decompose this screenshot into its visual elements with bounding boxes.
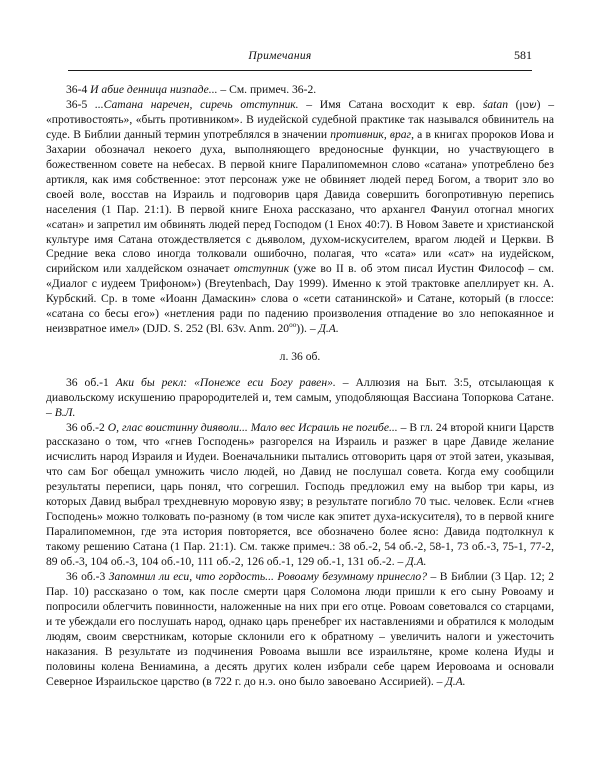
note-signature: Д.А. (318, 322, 339, 336)
note-text: , а в книгах пророков Иова и Захарии обозначал некоего духа, выполняющего вредоносные функции, но участвующего в божественном совете на небесах. В первой книге Паралипомемнон слово «сатана» употреблено без артикля, как имя собственное: этот персонаж уже не обвиняет людей перед Богом, а творит зло во своей воле, восстав на Израиль и подговорив царя Давида совершить богопротивную перепись населения (1 Пар. 21:1). В первой книге Еноха рассказано, что архангел Фануил отогнал многих «сатан» и запретил им обвинять людей перед Господом (1 Енох 40:7). В Новом Завете и христианской культуре имя Сатана отождествляется с дьяволом, духом-искусителем, врагом людей и Церкви. В Средние века слово иногда толковали ошибочно, полагая, что «сата» или «сат» на иудейском, сирийском или халдейском означает (46, 127, 555, 276)
running-head-title: Примечания (248, 50, 312, 62)
note-reference: 36-5 (66, 97, 95, 111)
note-text: – В Библии (3 Цар. 12; 2 Пар. 10) рассказано о том, как после смерти царя Соломона люди пришли к его сыну Ровоаму и попросили облегчить повинности, наложенные на них при его отце. Ровоам советовался со старцами, и те убеждали его послушать народ, однако царь пренебрег их наставлениями и обратился к молодым людям, своим сверстникам, которые склонили его к обратному – увеличить налоги и ужесточить наказания. В результате из подчинения Ровоама вышли все израильтяне, кроме колена Иуды и половины колена Вениамина, а десять других колен избрали себе царем Иеровоама и основали Северное Израильское царство (в 722 г. до н.э. оно было завоевано Ассирией). – (46, 570, 554, 688)
note-lemma: ...Сатана наречен, сиречь отступник. (94, 97, 299, 111)
note-36-5 (46, 98, 554, 337)
folio-marker: л. 36 об. (279, 349, 321, 363)
note-italic-term: отступник (233, 262, 290, 276)
header-rule (68, 70, 532, 71)
note-36-4 (46, 83, 554, 98)
note-text: )). – (296, 322, 319, 336)
note-lemma: И абие денница низпаде... (90, 83, 218, 96)
note-lemma: Запомнил ли еси, что гордость... Ровоаму безумному принесло? (108, 570, 428, 584)
note-foreign-term: śatan (482, 97, 508, 111)
note-36ob-3 (46, 570, 554, 690)
note-signature: Д.А. (406, 555, 427, 569)
note-lemma: Аки бы рекл: «Понеже еси Богу равен». (115, 375, 336, 389)
note-text: – В гл. 24 второй книги Царств рассказано о том, что «гнев Господень» разгорелся на Израиль и разжег в царе Давиде желание исчислить народ Израиля и Иудеи. Военачальники пытались отговорить царя от этой затеи, указывая, что сам Бог обещал умножить число людей, но Давид не послушал совета. Когда ему сообщили результаты переписи, царь понял, что согрешил. Господь предложил ему на выбор три кары, из которых Давид выбрал трехдневную моровую язву; в результате погибло 70 тыс. человек. Если «гнев Господень» можно толковать по-разному (в том числе как эпитет духа-искусителя), то в первой книге Паралипомемнон, где эта история повторяется, все обозначено более ясно: Давида подтолкнул к такому решению Сатана (1 Пар. 21:1). См. также примеч.: 38 об.-2, 54 об.-2, 58-1, 73 об.-3, 75-1, 77-2, 89 об.-3, 104 об.-3, 104 об.-10, 111 об.-2, 126 об.-1, 129 об.-1, 131 об.-2. – (46, 420, 554, 569)
note-lemma: О, глас воистинну дияволи... Мало вес Исраиль не погибе... (107, 420, 398, 434)
note-signature: В.Л. (54, 405, 76, 419)
note-signature: Д.А. (445, 674, 466, 688)
note-36ob-2 (46, 421, 554, 571)
note-superscript: оо (289, 321, 297, 330)
note-reference: 36 об.-3 (66, 570, 109, 584)
note-36ob-1 (46, 376, 554, 421)
hebrew-wrap: (שטן (508, 97, 537, 111)
note-text: ) – «противостоять», «быть противником». В иудейской судебной практике так назывался обвинитель на суде. В Библии данный термин употреблялся в значении (46, 97, 554, 141)
note-text: – Аллюзия на Быт. 3:5, отсылающая к диавольскому искушению прарородителей и, тем самым, уподобляющая Вассиана Топоркова Сатане. – (46, 375, 554, 419)
notes-body (46, 83, 554, 690)
note-reference: 36-4 (66, 83, 91, 96)
running-head (68, 48, 532, 68)
note-italic-term: противник, враг (330, 127, 412, 141)
note-text: – Имя Сатана восходит к евр. (298, 97, 483, 111)
note-text: – См. примеч. 36-2. (217, 83, 317, 96)
note-text: (уже во II в. об этом писал Иустин Философ – см. «Диалог с иудеем Трифоном») (Breytenbach, Day 1999). Именно к этой трактовке апеллирует кн. А. Курбский. Ср. в томе «Иоанн Дамаскин» слова о «сети сатанинской» и Сатане, который (в глоссе: «сатана со бесы его») «нетления ради по падению произволения отпадение во зло непокаянное и неизвратное имел» (DJD. S. 252 (Bl. 63v. Anm. 20 (46, 262, 554, 336)
hebrew-term: שטן (519, 98, 537, 111)
note-reference: 36 об.-1 (66, 375, 116, 389)
page-number: 581 (514, 48, 532, 62)
note-reference: 36 об.-2 (66, 420, 108, 434)
